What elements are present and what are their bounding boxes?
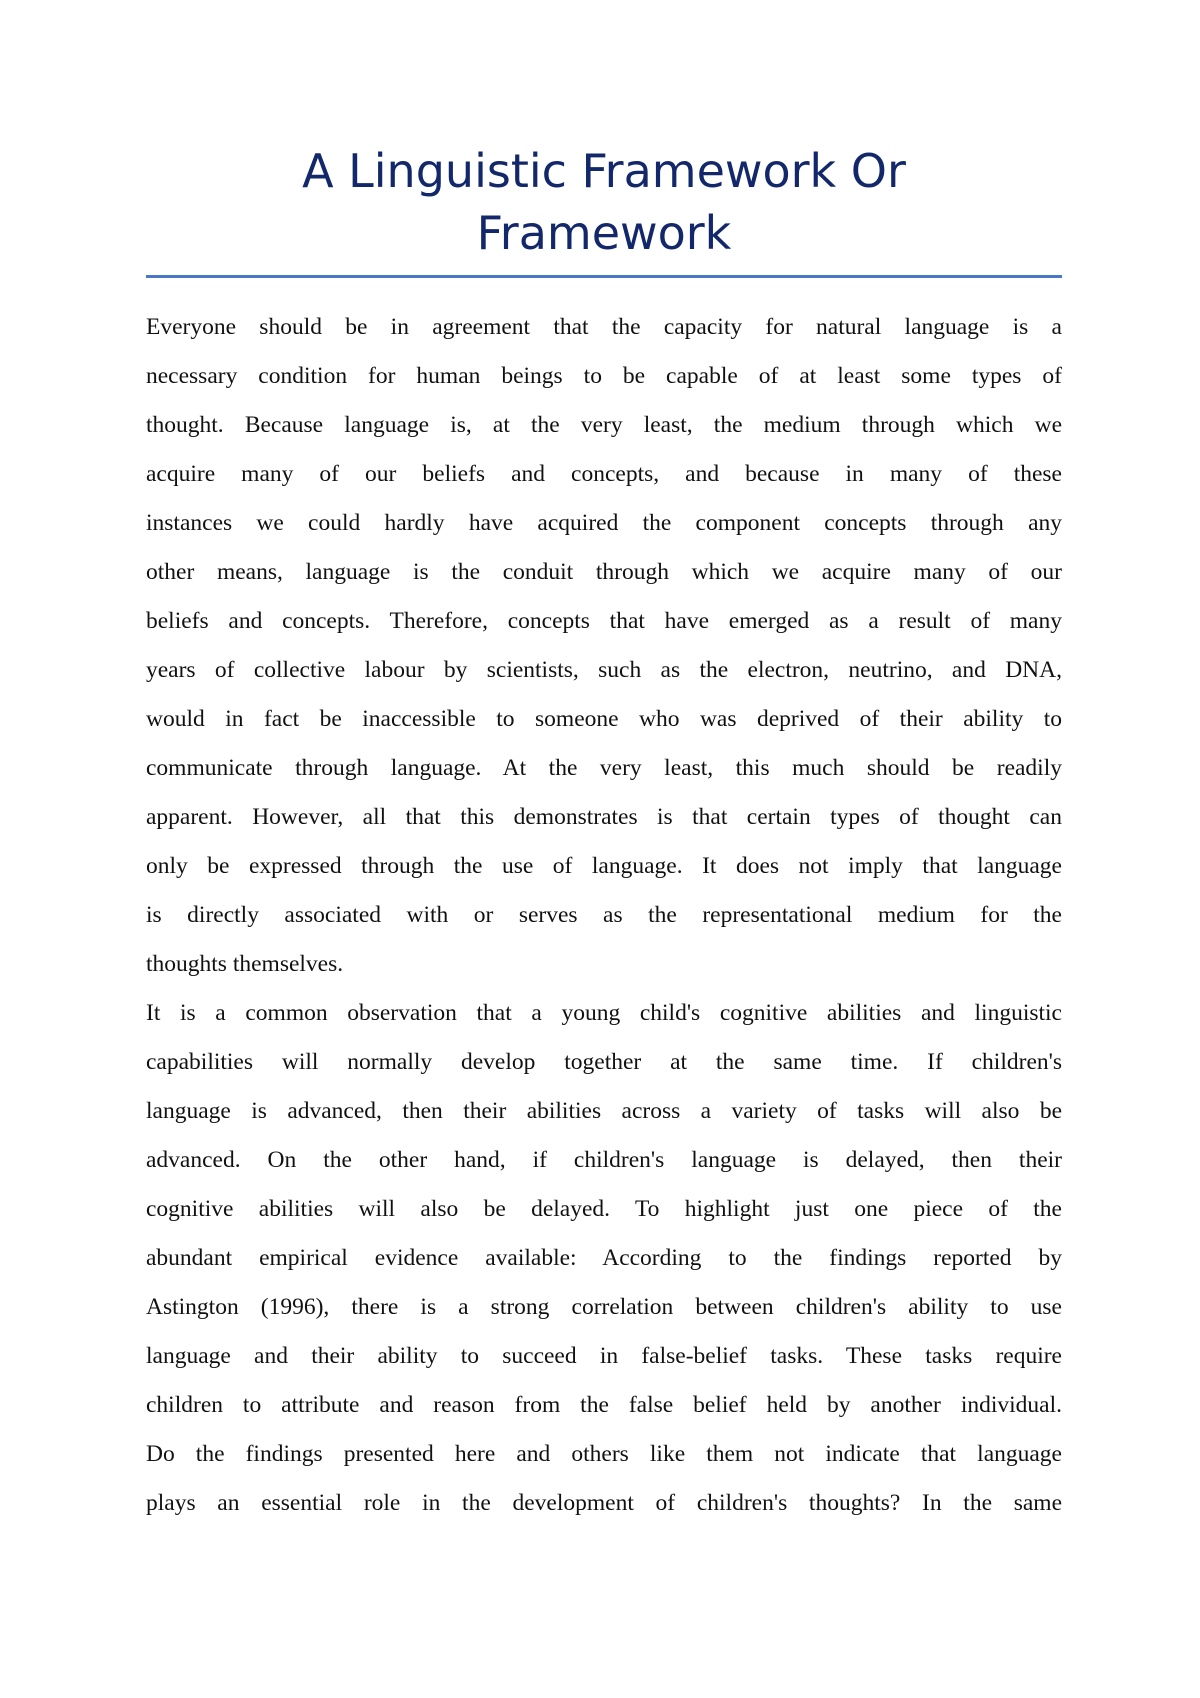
text-line: necessary condition for human beings to be capable of at least some types of xyxy=(146,363,1062,389)
document-title xyxy=(146,140,1062,264)
paragraph xyxy=(146,303,1062,989)
text-line: acquire many of our beliefs and concepts, and because in many of these xyxy=(146,461,1062,487)
text-line: children to attribute and reason from the false belief held by another individual. xyxy=(146,1392,1062,1418)
text-line: abundant empirical evidence available: According to the findings reported by xyxy=(146,1245,1062,1271)
text-line: instances we could hardly have acquired the component concepts through any xyxy=(146,510,1062,536)
text-line: thoughts themselves. xyxy=(146,951,344,977)
paragraph xyxy=(146,989,1062,1528)
document-body xyxy=(146,303,1062,1528)
text-line: advanced. On the other hand, if children's language is delayed, then their xyxy=(146,1147,1062,1173)
text-line: It is a common observation that a young child's cognitive abilities and linguistic xyxy=(146,1000,1062,1026)
text-line: beliefs and concepts. Therefore, concepts that have emerged as a result of many xyxy=(146,608,1062,634)
text-line: Everyone should be in agreement that the capacity for natural language is a xyxy=(146,314,1062,340)
text-line: capabilities will normally develop together at the same time. If children's xyxy=(146,1049,1062,1075)
title-line: Framework xyxy=(476,206,732,260)
text-line: would in fact be inaccessible to someone who was deprived of their ability to xyxy=(146,706,1062,732)
text-line: language and their ability to succeed in false-belief tasks. These tasks require xyxy=(146,1343,1062,1369)
text-line: only be expressed through the use of language. It does not imply that language xyxy=(146,853,1062,879)
text-line: communicate through language. At the very least, this much should be readily xyxy=(146,755,1062,781)
text-line: cognitive abilities will also be delayed. To highlight just one piece of the xyxy=(146,1196,1062,1222)
text-line: language is advanced, then their abilities across a variety of tasks will also be xyxy=(146,1098,1062,1124)
text-line: plays an essential role in the development of children's thoughts? In the same xyxy=(146,1490,1062,1516)
text-line: Astington (1996), there is a strong correlation between children's ability to use xyxy=(146,1294,1062,1320)
text-line: is directly associated with or serves as the representational medium for the xyxy=(146,902,1062,928)
text-line: Do the findings presented here and others like them not indicate that language xyxy=(146,1441,1062,1467)
title-line: A Linguistic Framework Or xyxy=(302,144,906,198)
text-line: years of collective labour by scientists, such as the electron, neutrino, and DNA, xyxy=(146,657,1062,683)
text-line: thought. Because language is, at the very least, the medium through which we xyxy=(146,412,1062,438)
title-divider xyxy=(146,275,1062,278)
text-line: apparent. However, all that this demonstrates is that certain types of thought can xyxy=(146,804,1062,830)
text-line: other means, language is the conduit through which we acquire many of our xyxy=(146,559,1062,585)
